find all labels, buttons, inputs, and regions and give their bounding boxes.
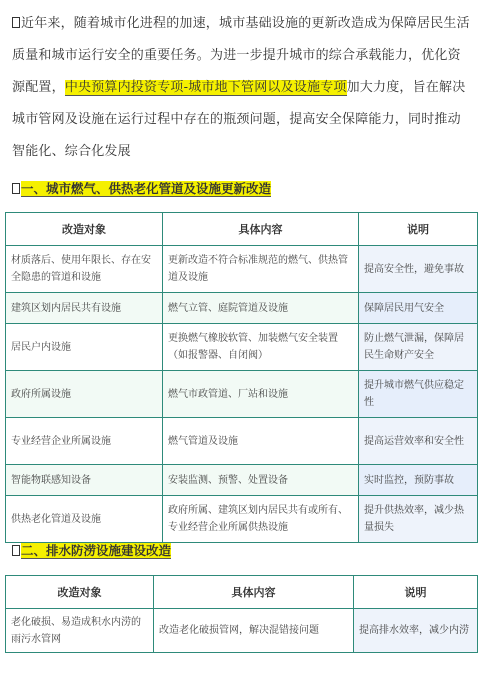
table-cell: 防止燃气泄漏，保障居民生命财产安全 (359, 324, 478, 371)
header-cell: 说明 (354, 576, 478, 609)
table-cell: 安装监测、预警、处置设备 (163, 465, 359, 496)
header-cell: 改造对象 (6, 576, 154, 609)
intro-highlight: 中央预算内投资专项-城市地下管网以及设施专项 (64, 80, 347, 95)
table-row (6, 496, 478, 543)
section1-table (5, 212, 478, 543)
table-cell: 建筑区划内居民共有设施 (6, 293, 163, 324)
table-cell: 专业经营企业所属设施 (6, 418, 163, 465)
table-cell: 政府所属设施 (6, 371, 163, 418)
table-header-row (6, 576, 478, 609)
table-cell: 燃气市政管道、厂站和设施 (163, 371, 359, 418)
header-cell: 改造对象 (6, 213, 163, 246)
table-cell: 改造老化破损管网，解决混错接问题 (154, 609, 354, 653)
table-cell: 政府所属、建筑区划内居民共有或所有、专业经营企业所属供热设施 (163, 496, 359, 543)
table-cell: 智能物联感知设备 (6, 465, 163, 496)
intro-text-part2: 加大力度，旨在解决城市管网及设施在运行过程中存在的瓶颈问题，提高安全保障能力，同时推动智能化、综合化发展 (12, 80, 466, 159)
table-cell: 燃气立管、庭院管道及设施 (163, 293, 359, 324)
table-row (6, 418, 478, 465)
table-cell: 提升供热效率，减少热量损失 (359, 496, 478, 543)
table-row (6, 465, 478, 496)
table-cell: 保障居民用气安全 (359, 293, 478, 324)
table-cell: 居民户内设施 (6, 324, 163, 371)
table-row (6, 293, 478, 324)
intro-paragraph (12, 8, 472, 168)
intro-text-part1: 近年来，随着城市化进程的加速，城市基础设施的更新改造成为保障居民生活质量和城市运行安全的重要任务。为进一步提升城市的综合承载能力，优化资源配置， (12, 16, 470, 95)
table-cell: 提高排水效率，减少内涝 (354, 609, 478, 653)
table-cell: 提高安全性，避免事故 (359, 246, 478, 293)
header-cell: 说明 (359, 213, 478, 246)
table-cell: 材质落后、使用年限长、存在安全隐患的管道和设施 (6, 246, 163, 293)
table-cell: 提高运营效率和安全性 (359, 418, 478, 465)
table-row (6, 246, 478, 293)
section2-title: 二、排水防涝设施建设改造 (12, 541, 171, 559)
table-cell: 供热老化管道及设施 (6, 496, 163, 543)
checkbox-square-icon (12, 545, 20, 556)
table-cell: 老化破损、易造成积水内涝的雨污水管网 (6, 609, 154, 653)
header-cell: 具体内容 (163, 213, 359, 246)
table-cell: 燃气管道及设施 (163, 418, 359, 465)
table-row (6, 324, 478, 371)
checkbox-square-icon (12, 183, 20, 194)
checkbox-square-icon (12, 17, 20, 28)
header-cell: 具体内容 (154, 576, 354, 609)
table-header-row (6, 213, 478, 246)
table-row (6, 371, 478, 418)
section1-title: 一、城市燃气、供热老化管道及设施更新改造 (12, 179, 271, 197)
table-row (6, 609, 478, 653)
table-cell: 更新改造不符合标准规范的燃气、供热管道及设施 (163, 246, 359, 293)
section2-table (5, 575, 478, 653)
table-cell: 提升城市燃气供应稳定性 (359, 371, 478, 418)
table-cell: 实时监控，预防事故 (359, 465, 478, 496)
table-cell: 更换燃气橡胶软管、加装燃气安全装置（如报警器、自闭阀） (163, 324, 359, 371)
